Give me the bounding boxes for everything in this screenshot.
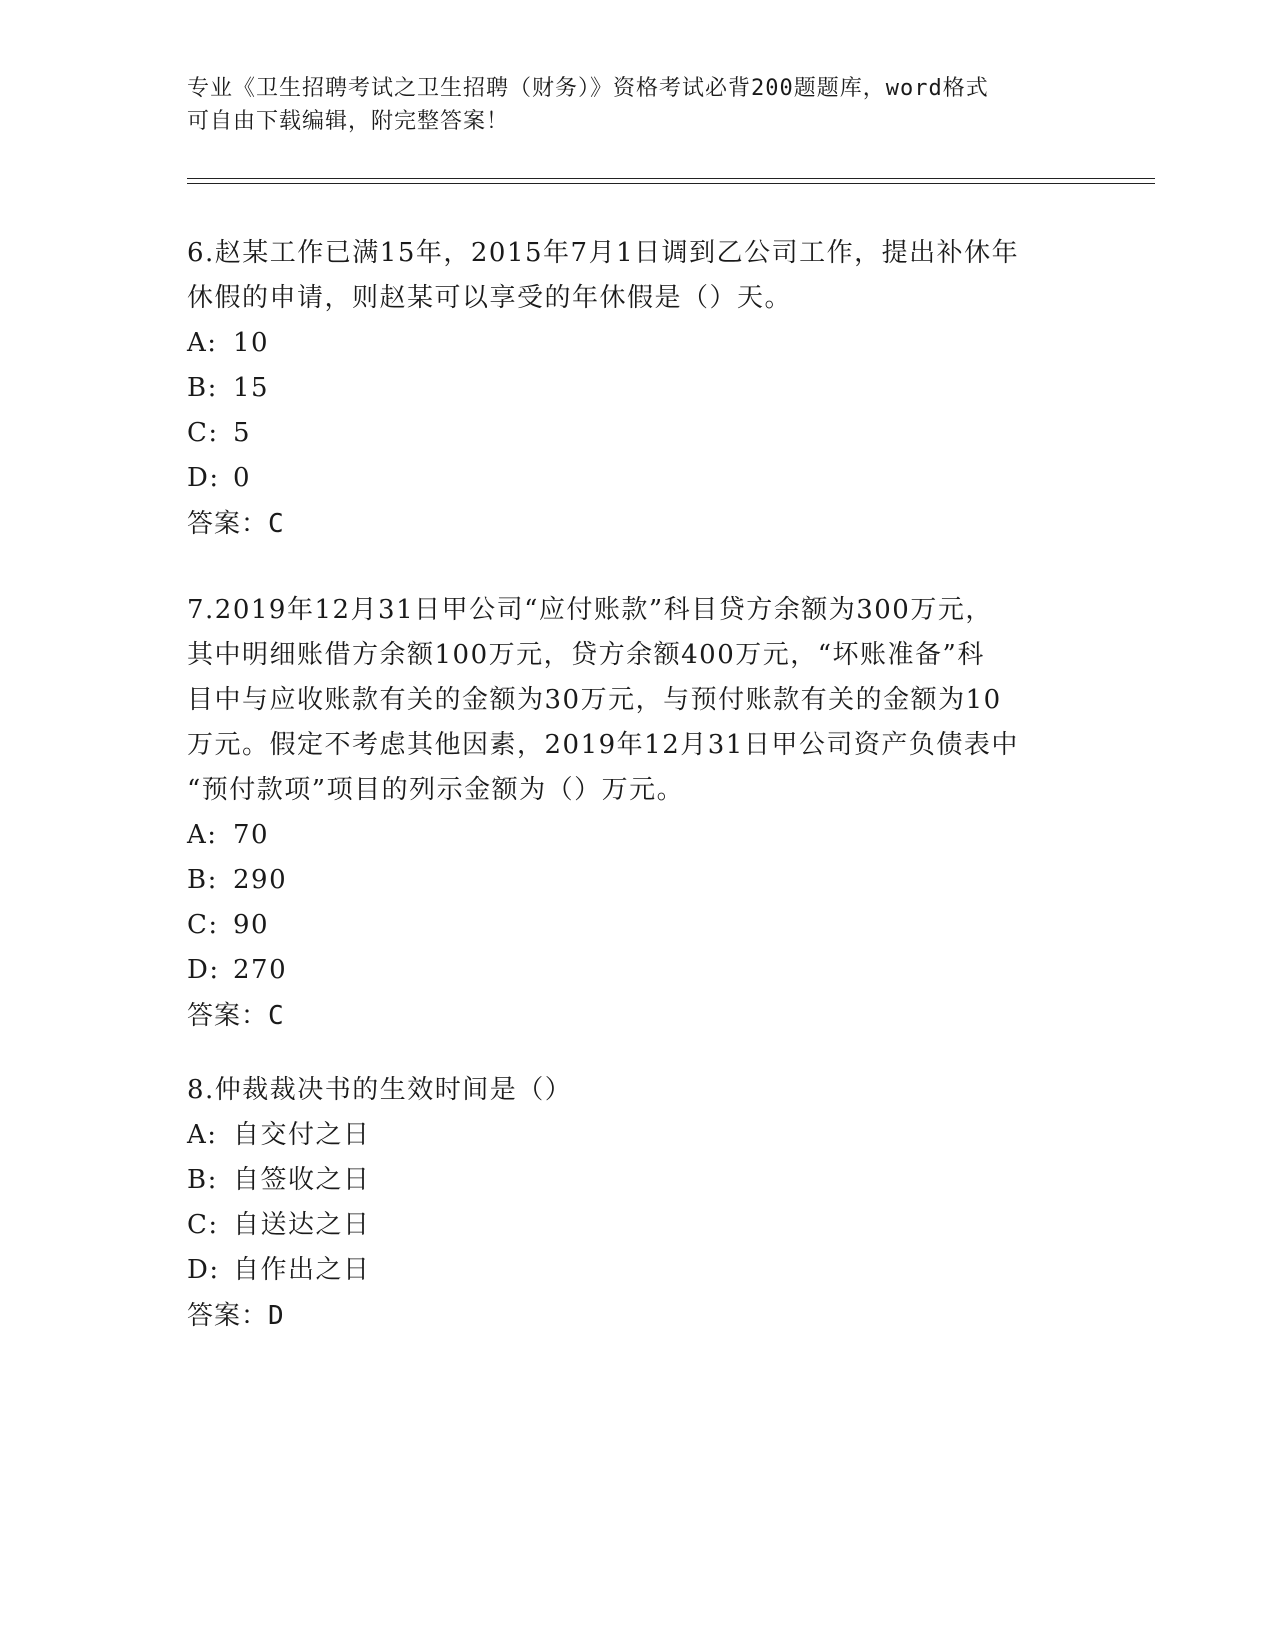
option-text: 5	[233, 418, 252, 448]
header-divider-top	[187, 178, 1155, 179]
option-text: 290	[233, 865, 288, 895]
option-d	[187, 456, 1087, 501]
option-key: B:	[187, 373, 218, 403]
option-c	[187, 411, 1087, 456]
question-line: 目中与应收账款有关的金额为30万元，与预付账款有关的金额为10	[187, 685, 1002, 715]
answer-label: 答案：	[187, 1301, 269, 1331]
option-d	[187, 1248, 1087, 1293]
answer-value: C	[268, 1001, 285, 1031]
option-text: 90	[233, 910, 270, 940]
question-line: 休假的申请，则赵某可以享受的年休假是（）天。	[187, 283, 793, 313]
option-key: D:	[187, 955, 220, 985]
question-line: 7.2019年12月31日甲公司“应付账款”科目贷方余额为300万元，	[187, 595, 993, 625]
option-c	[187, 903, 1087, 948]
question-line: 万元。假定不考虑其他因素，2019年12月31日甲公司资产负债表中	[187, 730, 1019, 760]
answer-label: 答案：	[187, 509, 269, 539]
option-text: 自送达之日	[233, 1210, 371, 1240]
option-key: D:	[187, 1255, 220, 1285]
option-c	[187, 1203, 1087, 1248]
option-key: D:	[187, 463, 220, 493]
option-text: 自交付之日	[233, 1120, 371, 1150]
option-text: 自作出之日	[233, 1255, 371, 1285]
question-line: 6.赵某工作已满15年，2015年7月1日调到乙公司工作，提出补休年	[187, 238, 1020, 268]
option-text: 270	[233, 955, 288, 985]
answer-value: D	[268, 1301, 285, 1331]
question-7	[187, 588, 1087, 1039]
option-d	[187, 948, 1087, 993]
answer-value: C	[268, 509, 285, 539]
option-key: C:	[187, 418, 219, 448]
option-text: 15	[233, 373, 270, 403]
option-key: A:	[187, 1120, 218, 1150]
question-line: 8.仲裁裁决书的生效时间是（）	[187, 1075, 573, 1105]
option-b	[187, 1158, 1087, 1203]
option-b	[187, 858, 1087, 903]
option-text: 70	[233, 820, 270, 850]
answer-line	[187, 993, 1087, 1039]
question-8	[187, 1068, 1087, 1339]
option-b	[187, 366, 1087, 411]
option-key: B:	[187, 1165, 218, 1195]
option-key: B:	[187, 865, 218, 895]
question-6	[187, 231, 1087, 547]
question-line: “预付款项”项目的列示金额为（）万元。	[187, 775, 685, 805]
answer-label: 答案：	[187, 1001, 269, 1031]
header-divider-bottom	[187, 183, 1155, 184]
option-key: C:	[187, 910, 219, 940]
header-line-1: 专业《卫生招聘考试之卫生招聘（财务）》资格考试必背200题题库，word格式	[187, 76, 989, 101]
option-key: A:	[187, 328, 218, 358]
answer-line	[187, 501, 1087, 547]
question-line: 其中明细账借方余额100万元，贷方余额400万元，“坏账准备”科	[187, 640, 985, 670]
option-a	[187, 321, 1087, 366]
option-a	[187, 1113, 1087, 1158]
option-key: A:	[187, 820, 218, 850]
header-line-2: 可自由下载编辑，附完整答案！	[187, 109, 510, 134]
option-key: C:	[187, 1210, 219, 1240]
option-text: 0	[233, 463, 252, 493]
document-header	[187, 72, 1087, 138]
option-a	[187, 813, 1087, 858]
option-text: 10	[233, 328, 270, 358]
answer-line	[187, 1293, 1087, 1339]
option-text: 自签收之日	[233, 1165, 371, 1195]
